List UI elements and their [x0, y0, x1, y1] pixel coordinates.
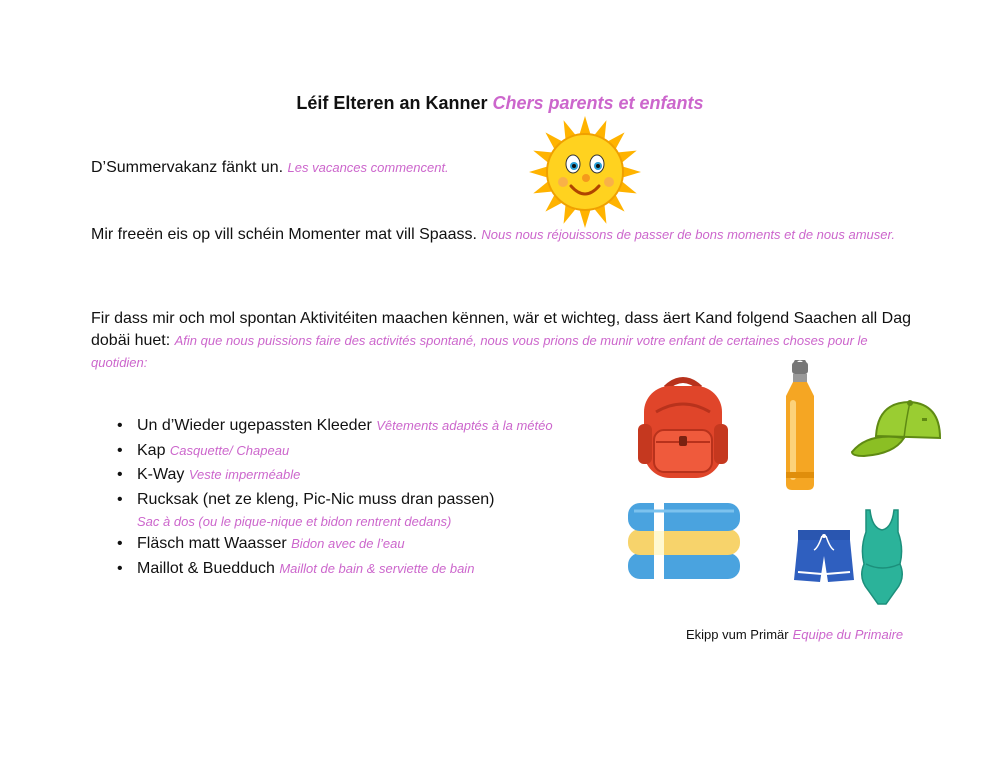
item-fr: Casquette/ Chapeau	[169, 442, 290, 458]
paragraph-1-lb: D’Summervakanz fänkt un.	[91, 159, 284, 176]
paragraph-2-lb: Mir freeën eis op vill schéin Momenter mat vill Spaass.	[91, 226, 477, 243]
swimsuit-icon	[856, 508, 908, 606]
paragraph-1-fr: Les vacances commencent.	[287, 160, 449, 175]
paragraph-1	[91, 157, 911, 179]
signature-lb: Ekipp vum Primär	[686, 627, 789, 642]
item-fr: Bidon avec de l’eau	[291, 536, 405, 551]
item-lb: Rucksak (net ze kleng, Pic-Nic muss dran passen)	[137, 490, 495, 508]
title-lb: Léif Elteren an Kanner	[296, 93, 488, 113]
page-title	[0, 93, 1000, 114]
paragraph-3-lb: Fir dass mir och mol spontan Aktivitéiten maachen kënnen, wär et wichteg, dass äert Kand folgend Saachen all Dag dobäi huet:	[91, 310, 912, 349]
item-fr: Vêtements adaptés à la météo	[376, 418, 553, 433]
items-list	[115, 414, 615, 581]
signature-fr: Equipe du Primaire	[792, 627, 904, 642]
water-bottle-icon	[778, 360, 822, 492]
paragraph-2	[91, 224, 911, 246]
title-fr: Chers parents et enfants	[492, 93, 704, 113]
item-lb: K-Way	[137, 466, 185, 483]
list-item	[115, 414, 615, 439]
list-item	[115, 532, 615, 557]
paragraph-3-fr: Afin que nous puissions faire des activités spontané, nous vous prions de munir votre enfant de certaines choses pour le quotidien:	[91, 333, 868, 370]
item-lb: Maillot & Buedduch	[137, 559, 275, 577]
item-fr: Sac à dos (ou le pique-nique et bidon rentrent dedans)	[137, 514, 452, 529]
list-item	[115, 488, 615, 533]
paragraph-2-fr: Nous nous réjouissons de passer de bons moments et de nous amuser.	[481, 227, 895, 242]
item-lb: Fläsch matt Waasser	[137, 535, 287, 552]
item-fr: Veste imperméable	[188, 467, 301, 482]
list-item	[115, 557, 615, 582]
signature	[686, 627, 903, 642]
towels-icon	[624, 497, 746, 585]
item-lb: Kap	[137, 441, 166, 459]
swim-shorts-icon	[792, 526, 856, 584]
backpack-icon	[632, 372, 734, 482]
cap-icon	[848, 396, 946, 462]
item-fr: Maillot de bain & serviette de bain	[279, 560, 475, 576]
list-item	[115, 463, 615, 488]
item-lb: Un d’Wieder ugepassten Kleeder	[137, 417, 372, 434]
list-item	[115, 439, 615, 464]
